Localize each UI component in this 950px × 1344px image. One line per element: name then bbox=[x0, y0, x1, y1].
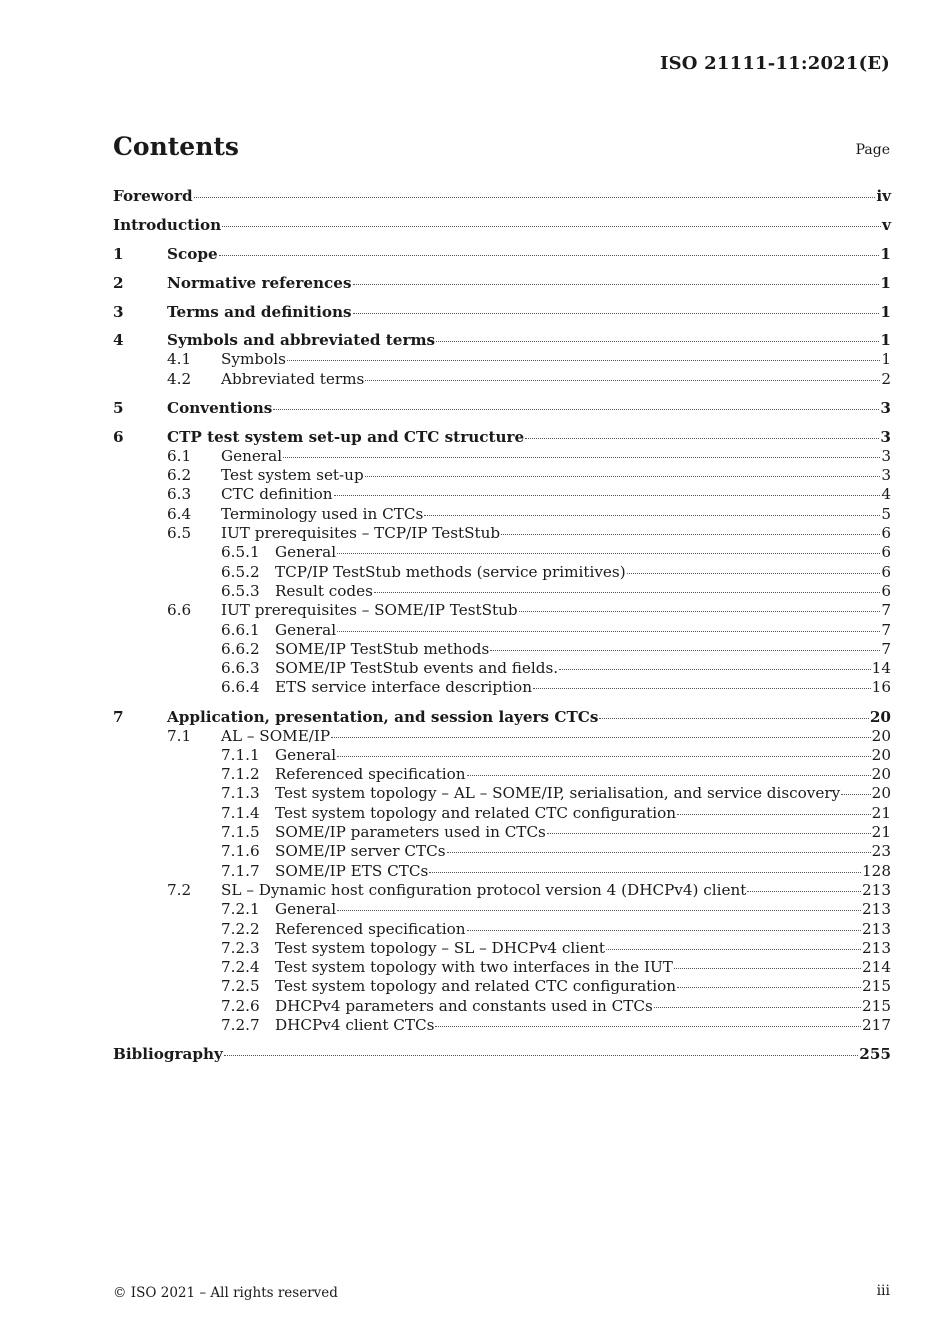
toc-entry-number: 6.6.3 bbox=[221, 659, 260, 678]
toc-dot-leader bbox=[194, 197, 876, 198]
toc-entry[interactable] bbox=[113, 746, 891, 765]
toc-entry-title: Terms and definitions bbox=[167, 302, 352, 321]
toc-entry-page: 20 bbox=[871, 784, 891, 803]
toc-entry-number: 4 bbox=[113, 331, 124, 350]
toc-entry-title: SOME/IP TestStub methods bbox=[275, 639, 490, 658]
toc-entry-page: 255 bbox=[859, 1045, 891, 1064]
toc-entry-page: 21 bbox=[871, 803, 891, 822]
toc-entry[interactable] bbox=[113, 398, 891, 418]
toc-entry-number: 6.1 bbox=[167, 446, 192, 465]
toc-entry-page: 14 bbox=[871, 659, 891, 678]
toc-entry[interactable] bbox=[113, 881, 891, 900]
toc-entry[interactable] bbox=[113, 186, 891, 206]
toc-entry-title: ETS service interface description bbox=[275, 678, 532, 697]
toc-entry-page: 1 bbox=[880, 244, 891, 263]
toc-entry-page: iv bbox=[876, 187, 891, 205]
toc-entry-page: 213 bbox=[862, 900, 891, 919]
toc-dot-leader bbox=[222, 226, 881, 227]
toc-entry-number: 6.6 bbox=[167, 601, 192, 620]
toc-entry-title: General bbox=[275, 900, 337, 919]
toc-entry-title: Abbreviated terms bbox=[221, 369, 365, 388]
toc-entry-title: AL – SOME/IP bbox=[221, 726, 331, 745]
toc-dot-leader bbox=[374, 592, 880, 593]
toc-entry[interactable] bbox=[113, 524, 891, 543]
toc-entry[interactable] bbox=[113, 1044, 891, 1064]
toc-entry-number: 7.1.3 bbox=[221, 784, 260, 803]
toc-entry-number: 7.1.4 bbox=[221, 803, 260, 822]
toc-entry-title: Foreword bbox=[113, 187, 193, 205]
toc-entry-number: 7.2.7 bbox=[221, 1016, 260, 1035]
toc-entry-number: 6.5 bbox=[167, 524, 192, 543]
toc-entry-number: 6.5.3 bbox=[221, 581, 260, 600]
toc-entry-title: DHCPv4 client CTCs bbox=[275, 1016, 435, 1035]
toc-entry-number: 6.3 bbox=[167, 485, 192, 504]
toc-entry[interactable] bbox=[113, 244, 891, 264]
toc-entry-number: 1 bbox=[113, 244, 124, 263]
toc-entry-page: 213 bbox=[862, 880, 891, 899]
toc-entry[interactable] bbox=[113, 543, 891, 562]
toc-entry-page: 21 bbox=[871, 823, 891, 842]
toc-dot-leader bbox=[467, 775, 871, 776]
toc-dot-leader bbox=[674, 968, 861, 969]
toc-entry-title: General bbox=[275, 543, 337, 562]
toc-entry-title: DHCPv4 parameters and constants used in CTCs bbox=[275, 996, 653, 1015]
toc-entry[interactable] bbox=[113, 466, 891, 485]
toc-dot-leader bbox=[337, 756, 871, 757]
toc-dot-leader bbox=[219, 255, 880, 256]
toc-entry-number: 7.1.5 bbox=[221, 823, 260, 842]
toc-entry-number: 5 bbox=[113, 398, 124, 417]
toc-dot-leader bbox=[490, 650, 880, 651]
toc-entry-page: 4 bbox=[881, 485, 891, 504]
toc-dot-leader bbox=[533, 688, 871, 689]
toc-entry-title: Normative references bbox=[167, 273, 352, 292]
toc-entry[interactable] bbox=[113, 447, 891, 466]
toc-entry-number: 7.2.2 bbox=[221, 919, 260, 938]
toc-entry-page: 7 bbox=[881, 620, 891, 639]
toc-entry[interactable] bbox=[113, 505, 891, 524]
toc-entry[interactable] bbox=[113, 485, 891, 504]
toc-entry[interactable] bbox=[113, 765, 891, 784]
toc-entry-title: Result codes bbox=[275, 581, 373, 600]
toc-entry-number: 7.2.3 bbox=[221, 938, 260, 957]
toc-entry-number: 7.2.5 bbox=[221, 977, 260, 996]
toc-entry-page: 6 bbox=[881, 543, 891, 562]
toc-dot-leader bbox=[273, 409, 879, 410]
toc-entry-title: CTP test system set-up and CTC structure bbox=[167, 427, 525, 446]
toc-entry-page: 6 bbox=[881, 524, 891, 543]
toc-entry-number: 7.1.2 bbox=[221, 765, 260, 784]
contents-heading: Contents bbox=[113, 132, 240, 161]
toc-dot-leader bbox=[334, 495, 881, 496]
toc-entry-page: 7 bbox=[881, 639, 891, 658]
toc-entry-page: 20 bbox=[871, 745, 891, 764]
toc-dot-leader bbox=[435, 1026, 861, 1027]
toc-entry-number: 6.6.2 bbox=[221, 639, 260, 658]
toc-entry-number: 6.4 bbox=[167, 504, 192, 523]
toc-dot-leader bbox=[559, 669, 871, 670]
toc-entry-page: 217 bbox=[862, 1016, 891, 1035]
toc-entry-title: Test system topology – SL – DHCPv4 client bbox=[275, 938, 605, 957]
toc-entry-page: 20 bbox=[869, 707, 891, 726]
toc-entry-title: SOME/IP ETS CTCs bbox=[275, 861, 429, 880]
toc-entry-title: Test system topology and related CTC configuration bbox=[275, 977, 677, 996]
toc-dot-leader bbox=[747, 891, 861, 892]
toc-entry[interactable] bbox=[113, 920, 891, 939]
toc-entry-number: 7.2.6 bbox=[221, 996, 260, 1015]
toc-entry-number: 7 bbox=[113, 707, 124, 726]
toc-entry[interactable] bbox=[113, 997, 891, 1016]
table-of-contents bbox=[113, 186, 891, 1064]
toc-entry[interactable] bbox=[113, 601, 891, 620]
toc-entry-page: 214 bbox=[862, 958, 891, 977]
toc-dot-leader bbox=[599, 718, 868, 719]
toc-entry-title: SOME/IP TestStub events and fields. bbox=[275, 659, 559, 678]
toc-entry-title: Symbols and abbreviated terms bbox=[167, 331, 436, 350]
toc-entry-title: Symbols bbox=[221, 350, 286, 369]
toc-entry-title: SOME/IP server CTCs bbox=[275, 842, 446, 861]
toc-entry-number: 6.6.1 bbox=[221, 620, 260, 639]
toc-entry-title: Test system set-up bbox=[221, 466, 364, 485]
toc-dot-leader bbox=[365, 476, 881, 477]
toc-entry[interactable] bbox=[113, 563, 891, 582]
toc-entry-page: 1 bbox=[880, 273, 891, 292]
toc-entry[interactable] bbox=[113, 727, 891, 746]
toc-entry-number: 7.2.4 bbox=[221, 958, 260, 977]
toc-entry[interactable] bbox=[113, 678, 891, 697]
toc-entry-number: 7.2.1 bbox=[221, 900, 260, 919]
toc-dot-leader bbox=[654, 1007, 861, 1008]
toc-entry-title: Introduction bbox=[113, 215, 222, 234]
toc-entry[interactable] bbox=[113, 784, 891, 803]
toc-entry-number: 6.5.2 bbox=[221, 562, 260, 581]
toc-dot-leader bbox=[677, 987, 861, 988]
toc-entry[interactable] bbox=[113, 939, 891, 958]
toc-entry-title: CTC definition bbox=[221, 485, 333, 504]
toc-dot-leader bbox=[447, 852, 871, 853]
toc-entry[interactable] bbox=[113, 862, 891, 881]
toc-entry-page: 3 bbox=[880, 427, 891, 446]
toc-entry-title: General bbox=[221, 446, 283, 465]
toc-entry-number: 6 bbox=[113, 427, 124, 446]
toc-entry-page: 1 bbox=[880, 331, 891, 350]
toc-dot-leader bbox=[519, 611, 881, 612]
toc-entry-title: Scope bbox=[167, 244, 218, 263]
toc-entry-title: Test system topology and related CTC configuration bbox=[275, 803, 677, 822]
toc-entry-page: 1 bbox=[880, 302, 891, 321]
toc-entry[interactable] bbox=[113, 842, 891, 861]
toc-entry-title: Conventions bbox=[167, 398, 273, 417]
toc-entry-page: 16 bbox=[871, 678, 891, 697]
toc-dot-leader bbox=[677, 814, 871, 815]
document-id: ISO 21111-11:2021(E) bbox=[659, 53, 890, 74]
toc-entry-page: 20 bbox=[871, 765, 891, 784]
toc-entry[interactable] bbox=[113, 804, 891, 823]
toc-dot-leader bbox=[501, 534, 880, 535]
toc-entry-title: Test system topology – AL – SOME/IP, serialisation, and service discovery bbox=[275, 784, 841, 803]
toc-dot-leader bbox=[436, 341, 879, 342]
toc-entry-number: 7.1.1 bbox=[221, 745, 260, 764]
toc-entry-title: SOME/IP parameters used in CTCs bbox=[275, 823, 546, 842]
toc-dot-leader bbox=[337, 553, 880, 554]
toc-entry[interactable] bbox=[113, 582, 891, 601]
toc-entry-number: 6.5.1 bbox=[221, 543, 260, 562]
toc-entry-page: 7 bbox=[881, 601, 891, 620]
toc-entry[interactable] bbox=[113, 900, 891, 919]
toc-entry[interactable] bbox=[113, 823, 891, 842]
toc-entry-number: 7.1.7 bbox=[221, 861, 260, 880]
toc-dot-leader bbox=[429, 872, 861, 873]
toc-entry-page: 3 bbox=[881, 466, 891, 485]
toc-entry[interactable] bbox=[113, 707, 891, 727]
toc-entry-page: 6 bbox=[881, 581, 891, 600]
toc-entry[interactable] bbox=[113, 659, 891, 678]
toc-dot-leader bbox=[424, 515, 880, 516]
toc-entry[interactable] bbox=[113, 621, 891, 640]
toc-entry-title: TCP/IP TestStub methods (service primitives) bbox=[275, 562, 626, 581]
toc-entry-title: Referenced specification bbox=[275, 765, 466, 784]
toc-dot-leader bbox=[365, 380, 880, 381]
toc-dot-leader bbox=[331, 737, 871, 738]
toc-entry[interactable] bbox=[113, 640, 891, 659]
toc-entry[interactable] bbox=[113, 1016, 891, 1035]
toc-entry[interactable] bbox=[113, 370, 891, 389]
toc-entry-number: 7.1 bbox=[167, 726, 192, 745]
toc-entry[interactable] bbox=[113, 215, 891, 235]
toc-dot-leader bbox=[525, 438, 879, 439]
toc-entry-number: 3 bbox=[113, 302, 124, 321]
toc-entry-page: 23 bbox=[871, 842, 891, 861]
toc-dot-leader bbox=[353, 284, 880, 285]
toc-entry[interactable] bbox=[113, 958, 891, 977]
toc-entry-page: 1 bbox=[881, 350, 891, 369]
toc-entry[interactable] bbox=[113, 427, 891, 447]
toc-entry-number: 7.1.6 bbox=[221, 842, 260, 861]
toc-entry-title: IUT prerequisites – SOME/IP TestStub bbox=[221, 601, 518, 620]
toc-dot-leader bbox=[353, 313, 880, 314]
toc-entry-page: 213 bbox=[862, 919, 891, 938]
toc-entry-page: 20 bbox=[871, 726, 891, 745]
toc-entry-title: IUT prerequisites – TCP/IP TestStub bbox=[221, 524, 501, 543]
toc-entry-title: Referenced specification bbox=[275, 919, 466, 938]
toc-entry[interactable] bbox=[113, 273, 891, 293]
toc-entry-page: 128 bbox=[862, 861, 891, 880]
toc-dot-leader bbox=[337, 910, 861, 911]
toc-entry-number: 6.6.4 bbox=[221, 678, 260, 697]
toc-entry-title: Terminology used in CTCs bbox=[221, 504, 424, 523]
toc-dot-leader bbox=[627, 573, 881, 574]
page-number: iii bbox=[876, 1283, 890, 1299]
toc-entry-page: 215 bbox=[862, 977, 891, 996]
toc-entry-number: 4.2 bbox=[167, 369, 192, 388]
toc-dot-leader bbox=[224, 1055, 858, 1056]
toc-entry-page: v bbox=[882, 215, 891, 234]
toc-entry[interactable] bbox=[113, 977, 891, 996]
toc-entry-number: 6.2 bbox=[167, 466, 192, 485]
toc-entry-number: 7.2 bbox=[167, 880, 192, 899]
toc-entry-page: 2 bbox=[881, 369, 891, 388]
toc-entry-number: 4.1 bbox=[167, 350, 192, 369]
toc-dot-leader bbox=[337, 631, 880, 632]
toc-entry-page: 6 bbox=[881, 562, 891, 581]
toc-dot-leader bbox=[547, 833, 871, 834]
toc-dot-leader bbox=[283, 457, 880, 458]
toc-entry[interactable] bbox=[113, 350, 891, 369]
toc-entry-page: 215 bbox=[862, 996, 891, 1015]
toc-entry-page: 3 bbox=[881, 446, 891, 465]
toc-dot-leader bbox=[287, 360, 880, 361]
toc-entry-number: 2 bbox=[113, 273, 124, 292]
toc-dot-leader bbox=[841, 794, 870, 795]
toc-dot-leader bbox=[467, 930, 861, 931]
toc-entry-title: General bbox=[275, 745, 337, 764]
toc-entry-title: Test system topology with two interfaces in the IUT bbox=[275, 958, 673, 977]
toc-entry-page: 213 bbox=[862, 938, 891, 957]
toc-entry[interactable] bbox=[113, 330, 891, 350]
toc-entry-title: Bibliography bbox=[113, 1045, 223, 1064]
toc-entry-title: General bbox=[275, 620, 337, 639]
toc-entry-title: SL – Dynamic host configuration protocol version 4 (DHCPv4) client bbox=[221, 880, 747, 899]
toc-entry[interactable] bbox=[113, 302, 891, 322]
toc-entry-title: Application, presentation, and session layers CTCs bbox=[167, 707, 599, 726]
toc-entry-page: 3 bbox=[880, 398, 891, 417]
copyright-notice: © ISO 2021 – All rights reserved bbox=[113, 1285, 338, 1301]
page-column-label: Page bbox=[855, 142, 890, 158]
toc-dot-leader bbox=[606, 949, 861, 950]
toc-entry-page: 5 bbox=[881, 504, 891, 523]
